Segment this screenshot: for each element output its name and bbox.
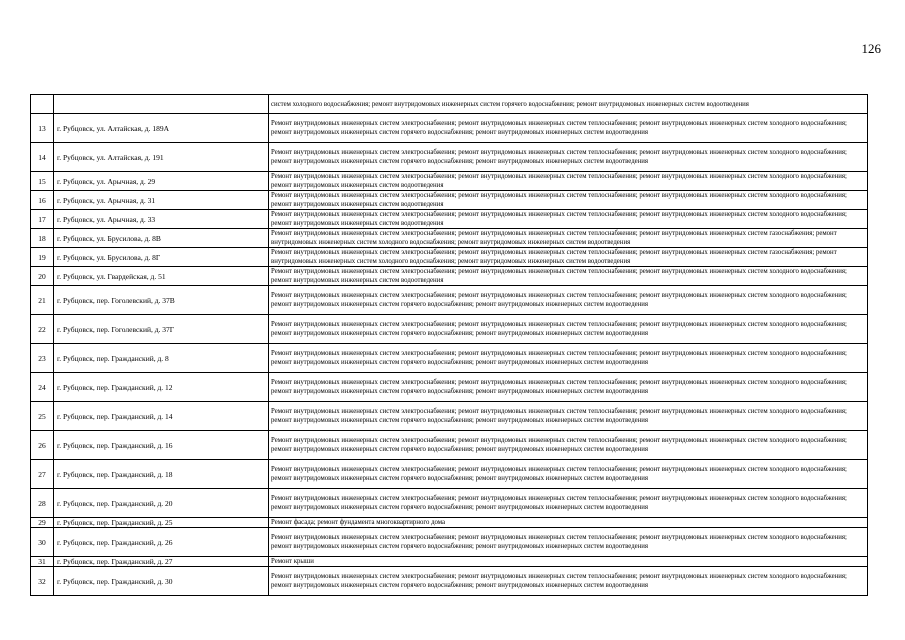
row-works: Ремонт внутридомовых инженерных систем электроснабжения; ремонт внутридомовых инженерных систем теплоснабжения; ремонт внутридомовых инженерных систем холодного водоснабжения; ремонт внутридомовых инженерных систем горячего водоснабжения; ремонт внутридомовых инженерных систем водоотведения [269, 402, 868, 431]
row-number [31, 95, 54, 114]
row-address: г. Рубцовск, пер. Гражданский, д. 30 [54, 567, 269, 596]
row-address: г. Рубцовск, пер. Гражданский, д. 8 [54, 344, 269, 373]
row-works: Ремонт внутридомовых инженерных систем электроснабжения; ремонт внутридомовых инженерных систем теплоснабжения; ремонт внутридомовых инженерных систем холодного водоснабжения; ремонт внутридомовых инженерных систем водоотведения [269, 172, 868, 191]
table-row [31, 172, 868, 191]
row-number: 18 [31, 229, 54, 248]
row-address: г. Рубцовск, пер. Гражданский, д. 14 [54, 402, 269, 431]
row-works: Ремонт внутридомовых инженерных систем электроснабжения; ремонт внутридомовых инженерных систем теплоснабжения; ремонт внутридомовых инженерных систем холодного водоснабжения; ремонт внутридомовых инженерных систем горячего водоснабжения; ремонт внутридомовых инженерных систем водоотведения [269, 344, 868, 373]
table-row [31, 267, 868, 286]
row-works: Ремонт внутридомовых инженерных систем электроснабжения; ремонт внутридомовых инженерных систем теплоснабжения; ремонт внутридомовых инженерных систем холодного водоснабжения; ремонт внутридомовых инженерных систем горячего водоснабжения; ремонт внутридомовых инженерных систем водоотведения [269, 460, 868, 489]
table-row [31, 286, 868, 315]
table-row [31, 248, 868, 267]
row-address: г. Рубцовск, ул. Арычная, д. 33 [54, 210, 269, 229]
row-works: Ремонт внутридомовых инженерных систем электроснабжения; ремонт внутридомовых инженерных систем теплоснабжения; ремонт внутридомовых инженерных систем холодного водоснабжения; ремонт внутридомовых инженерных систем горячего водоснабжения; ремонт внутридомовых инженерных систем водоотведения [269, 286, 868, 315]
row-works: Ремонт внутридомовых инженерных систем электроснабжения; ремонт внутридомовых инженерных систем теплоснабжения; ремонт внутридомовых инженерных систем холодного водоснабжения; ремонт внутридомовых инженерных систем горячего водоснабжения; ремонт внутридомовых инженерных систем водоотведения [269, 114, 868, 143]
row-number: 27 [31, 460, 54, 489]
row-number: 14 [31, 143, 54, 172]
row-works: Ремонт внутридомовых инженерных систем электроснабжения; ремонт внутридомовых инженерных систем теплоснабжения; ремонт внутридомовых инженерных систем холодного водоснабжения; ремонт внутридомовых инженерных систем горячего водоснабжения; ремонт внутридомовых инженерных систем водоотведения [269, 567, 868, 596]
table-row [31, 95, 868, 114]
table-row [31, 143, 868, 172]
row-address: г. Рубцовск, пер. Гражданский, д. 25 [54, 518, 269, 528]
row-works: Ремонт внутридомовых инженерных систем электроснабжения; ремонт внутридомовых инженерных систем теплоснабжения; ремонт внутридомовых инженерных систем холодного водоснабжения; ремонт внутридомовых инженерных систем горячего водоснабжения; ремонт внутридомовых инженерных систем водоотведения [269, 143, 868, 172]
row-number: 32 [31, 567, 54, 596]
table-row [31, 191, 868, 210]
table-row [31, 210, 868, 229]
row-address [54, 95, 269, 114]
row-number: 31 [31, 557, 54, 567]
table-row [31, 567, 868, 596]
table-row [31, 114, 868, 143]
table-row [31, 431, 868, 460]
row-works: Ремонт внутридомовых инженерных систем электроснабжения; ремонт внутридомовых инженерных систем теплоснабжения; ремонт внутридомовых инженерных систем холодного водоснабжения; ремонт внутридомовых инженерных систем горячего водоснабжения; ремонт внутридомовых инженерных систем водоотведения [269, 489, 868, 518]
row-works: Ремонт внутридомовых инженерных систем электроснабжения; ремонт внутридомовых инженерных систем теплоснабжения; ремонт внутридомовых инженерных систем холодного водоснабжения; ремонт внутридомовых инженерных систем горячего водоснабжения; ремонт внутридомовых инженерных систем водоотведения [269, 528, 868, 557]
row-address: г. Рубцовск, пер. Гоголевский, д. 37Г [54, 315, 269, 344]
row-works: Ремонт внутридомовых инженерных систем электроснабжения; ремонт внутридомовых инженерных систем теплоснабжения; ремонт внутридомовых инженерных систем холодного водоснабжения; ремонт внутридомовых инженерных систем горячего водоснабжения; ремонт внутридомовых инженерных систем водоотведения [269, 431, 868, 460]
table-row [31, 557, 868, 567]
row-number: 26 [31, 431, 54, 460]
table-row [31, 402, 868, 431]
row-number: 19 [31, 248, 54, 267]
row-address: г. Рубцовск, ул. Алтайская, д. 191 [54, 143, 269, 172]
table-row [31, 528, 868, 557]
repair-works-table [30, 94, 868, 596]
row-number: 25 [31, 402, 54, 431]
row-address: г. Рубцовск, пер. Гражданский, д. 20 [54, 489, 269, 518]
row-number: 22 [31, 315, 54, 344]
table-row [31, 315, 868, 344]
row-works: Ремонт внутридомовых инженерных систем электроснабжения; ремонт внутридомовых инженерных систем теплоснабжения; ремонт внутридомовых инженерных систем холодного водоснабжения; ремонт внутридомовых инженерных систем горячего водоснабжения; ремонт внутридомовых инженерных систем водоотведения [269, 315, 868, 344]
row-works: систем холодного водоснабжения; ремонт внутридомовых инженерных систем горячего водоснабжения; ремонт внутридомовых инженерных систем водоотведения [269, 95, 868, 114]
row-works: Ремонт крыши [269, 557, 868, 567]
row-works: Ремонт внутридомовых инженерных систем электроснабжения; ремонт внутридомовых инженерных систем теплоснабжения; ремонт внутридомовых инженерных систем холодного водоснабжения; ремонт внутридомовых инженерных систем водоотведения [269, 210, 868, 229]
row-number: 15 [31, 172, 54, 191]
table-row [31, 373, 868, 402]
row-address: г. Рубцовск, ул. Гвардейская, д. 51 [54, 267, 269, 286]
row-address: г. Рубцовск, ул. Арычная, д. 31 [54, 191, 269, 210]
row-number: 28 [31, 489, 54, 518]
row-number: 24 [31, 373, 54, 402]
row-address: г. Рубцовск, пер. Гражданский, д. 26 [54, 528, 269, 557]
row-number: 17 [31, 210, 54, 229]
row-works: Ремонт внутридомовых инженерных систем электроснабжения; ремонт внутридомовых инженерных систем теплоснабжения; ремонт внутридомовых инженерных систем газоснабжения; ремонт внутридомовых инженерных систем холодного водоснабжения; ремонт внутридомовых инженерных систем водоотведения [269, 229, 868, 248]
row-address: г. Рубцовск, ул. Арычная, д. 29 [54, 172, 269, 191]
row-number: 21 [31, 286, 54, 315]
table-row [31, 460, 868, 489]
row-number: 16 [31, 191, 54, 210]
table-row [31, 518, 868, 528]
row-works: Ремонт фасада; ремонт фундамента многоквартирного дома [269, 518, 868, 528]
row-address: г. Рубцовск, пер. Гражданский, д. 27 [54, 557, 269, 567]
row-address: г. Рубцовск, пер. Гоголевский, д. 37В [54, 286, 269, 315]
row-number: 20 [31, 267, 54, 286]
row-address: г. Рубцовск, ул. Брусилова, д. 8В [54, 229, 269, 248]
row-works: Ремонт внутридомовых инженерных систем электроснабжения; ремонт внутридомовых инженерных систем теплоснабжения; ремонт внутридомовых инженерных систем холодного водоснабжения; ремонт внутридомовых инженерных систем водоотведения [269, 267, 868, 286]
row-address: г. Рубцовск, ул. Брусилова, д. 8Г [54, 248, 269, 267]
page-number: 126 [861, 41, 881, 56]
row-number: 23 [31, 344, 54, 373]
row-works: Ремонт внутридомовых инженерных систем электроснабжения; ремонт внутридомовых инженерных систем теплоснабжения; ремонт внутридомовых инженерных систем газоснабжения; ремонт внутридомовых инженерных систем холодного водоснабжения; ремонт внутридомовых инженерных систем водоотведения [269, 248, 868, 267]
row-address: г. Рубцовск, пер. Гражданский, д. 18 [54, 460, 269, 489]
row-works: Ремонт внутридомовых инженерных систем электроснабжения; ремонт внутридомовых инженерных систем теплоснабжения; ремонт внутридомовых инженерных систем холодного водоснабжения; ремонт внутридомовых инженерных систем горячего водоснабжения; ремонт внутридомовых инженерных систем водоотведения [269, 373, 868, 402]
row-number: 30 [31, 528, 54, 557]
row-number: 13 [31, 114, 54, 143]
row-address: г. Рубцовск, пер. Гражданский, д. 12 [54, 373, 269, 402]
table-row [31, 344, 868, 373]
row-works: Ремонт внутридомовых инженерных систем электроснабжения; ремонт внутридомовых инженерных систем теплоснабжения; ремонт внутридомовых инженерных систем холодного водоснабжения; ремонт внутридомовых инженерных систем водоотведения [269, 191, 868, 210]
row-address: г. Рубцовск, ул. Алтайская, д. 189А [54, 114, 269, 143]
table-row [31, 229, 868, 248]
row-number: 29 [31, 518, 54, 528]
row-address: г. Рубцовск, пер. Гражданский, д. 16 [54, 431, 269, 460]
table-row [31, 489, 868, 518]
